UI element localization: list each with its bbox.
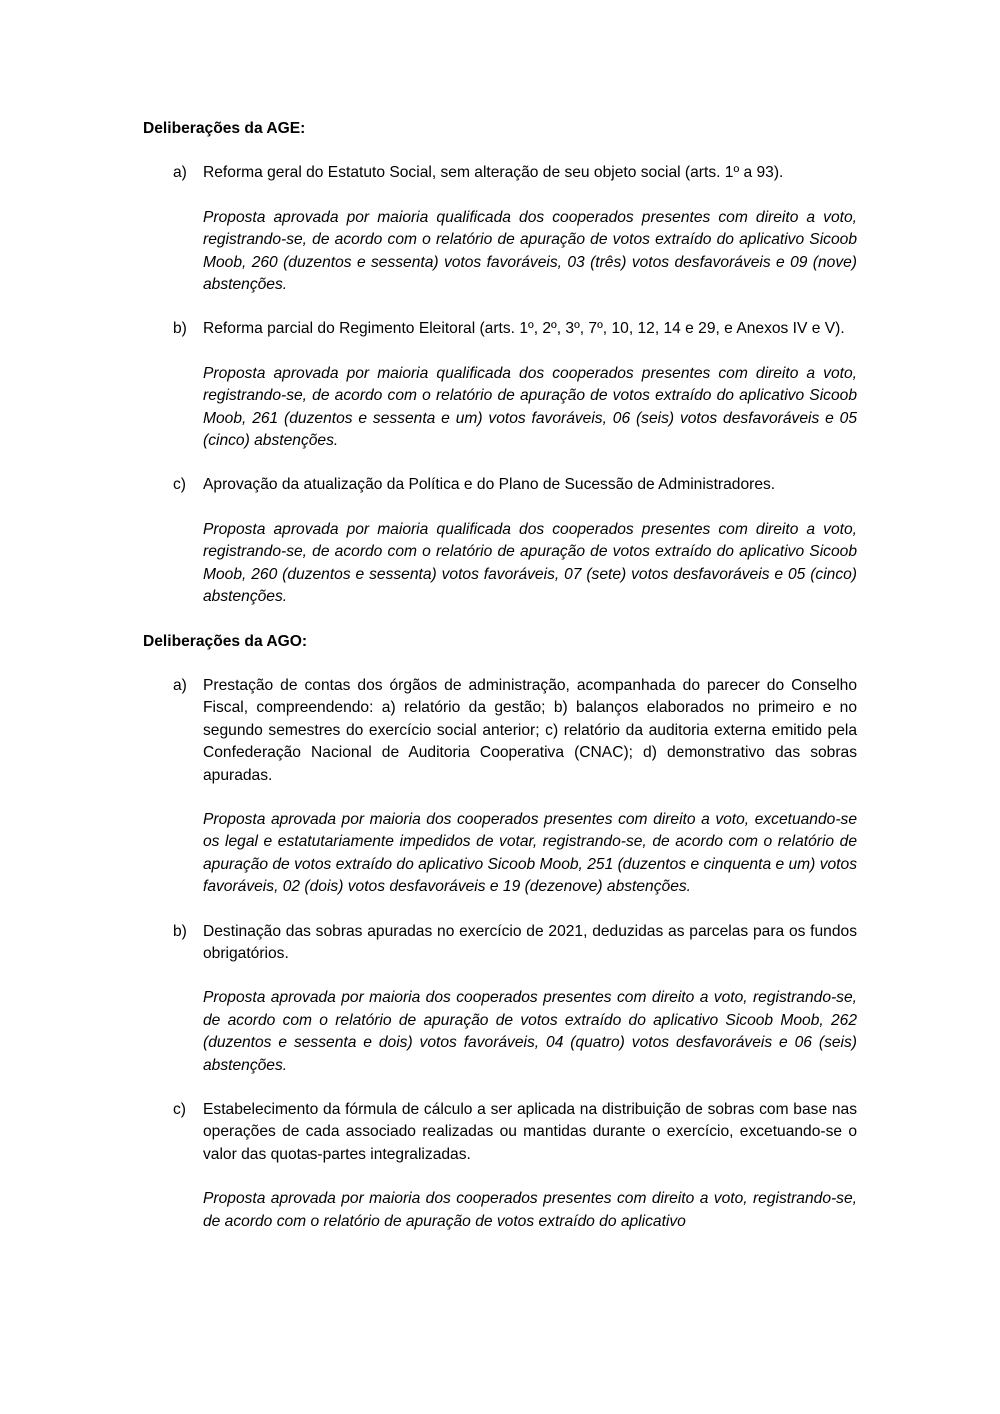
item-marker: b) (173, 320, 187, 338)
item-marker: a) (173, 164, 187, 182)
ago-item-a (143, 675, 857, 787)
document-content (143, 118, 857, 1255)
age-proposal-a: Proposta aprovada por maioria qualificada dos cooperados presentes com direito a voto, registrando-se, de acordo com o relatório de apuração de votos extraído do aplicativo Sicoob Moob, 260 (duzentos e sessenta) votos favoráveis, 03 (três) votos desfavoráveis e 09 (nove) abstenções. (203, 208, 857, 294)
item-marker: b) (173, 922, 187, 940)
age-item-c (143, 474, 857, 496)
item-marker: c) (173, 476, 186, 494)
ago-proposal-b: Proposta aprovada por maioria dos cooperados presentes com direito a voto, registrando-se, de acordo com o relatório de apuração de votos extraído do aplicativo Sicoob Moob, 262 (duzentos e sessenta e dois) votos favoráveis, 04 (quatro) votos desfavoráveis e 06 (seis) abstenções. (203, 989, 857, 1074)
item-text: Estabelecimento da fórmula de cálculo a ser aplicada na distribuição de sobras com base nas operações de cada associado realizadas ou mantidas durante o exercício, excetuando-se o valor das quotas-partes integralizadas. (203, 1101, 857, 1163)
age-item-a (143, 162, 857, 184)
item-marker: c) (173, 1101, 186, 1118)
ago-proposal-a: Proposta aprovada por maioria dos cooperados presentes com direito a voto, excetuando-se os legal e estatutariamente impedidos de votar, registrando-se, de acordo com o relatório de apuração de votos extraído do aplicativo Sicoob Moob, 251 (duzentos e cinquenta e um) votos favoráveis, 02 (dois) votos desfavoráveis e 19 (dezenove) abstenções. (203, 810, 857, 896)
age-proposal-b: Proposta aprovada por maioria qualificada dos cooperados presentes com direito a voto, registrando-se, de acordo com o relatório de apuração de votos extraído do aplicativo Sicoob Moob, 261 (duzentos e sessenta e um) votos favoráveis, 06 (seis) votos desfavoráveis e 05 (cinco) abstenções. (203, 364, 857, 450)
item-text: Reforma parcial do Regimento Eleitoral (arts. 1º, 2º, 3º, 7º, 10, 12, 14 e 29, e Anexos IV e V). (203, 320, 845, 338)
age-proposal-c: Proposta aprovada por maioria qualificada dos cooperados presentes com direito a voto, registrando-se, de acordo com o relatório de apuração de votos extraído do aplicativo Sicoob Moob, 260 (duzentos e sessenta) votos favoráveis, 07 (sete) votos desfavoráveis e 05 (cinco) abstenções. (203, 520, 857, 606)
age-section-title: Deliberações da AGE: (143, 120, 306, 137)
item-text: Destinação das sobras apuradas no exercício de 2021, deduzidas as parcelas para os fundos obrigatórios. (203, 922, 857, 962)
ago-section-title: Deliberações da AGO: (143, 632, 308, 650)
item-text: Reforma geral do Estatuto Social, sem alteração de seu objeto social (arts. 1º a 93). (203, 164, 784, 182)
age-item-b (143, 318, 857, 340)
ago-proposal-c: Proposta aprovada por maioria dos cooperados presentes com direito a voto, registrando-se, de acordo com o relatório de apuração de votos extraído do aplicativo (203, 1190, 857, 1230)
item-marker: a) (173, 676, 187, 694)
ago-item-b (143, 921, 857, 966)
item-text: Aprovação da atualização da Política e do Plano de Sucessão de Administradores. (203, 476, 776, 494)
ago-item-c (143, 1099, 857, 1166)
item-text: Prestação de contas dos órgãos de administração, acompanhada do parecer do Conselho Fiscal, compreendendo: a) relatório da gestão; b) balanços elaborados no primeiro e no segundo semestres do exercício social anterior; c) relatório da auditoria externa emitido pela Confederação Nacional de Auditoria Cooperativa (CNAC); d) demonstrativo das sobras apuradas. (203, 676, 857, 784)
